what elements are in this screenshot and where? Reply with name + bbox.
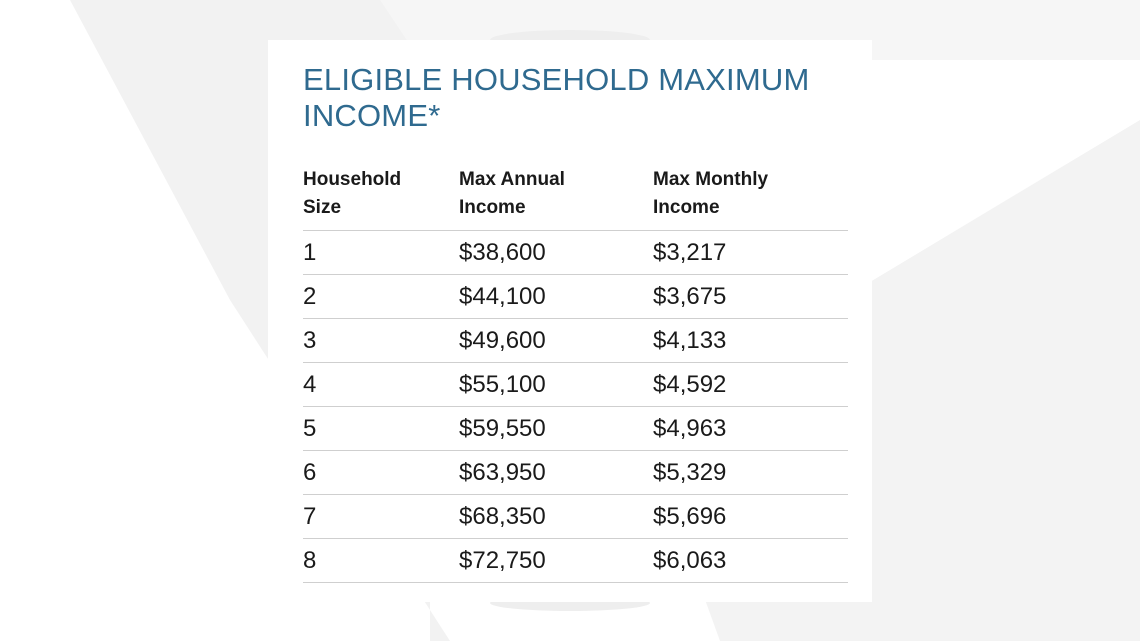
header-max-monthly-income <box>653 164 848 231</box>
table-row <box>303 231 848 275</box>
monthly-income-cell: $4,592 <box>653 363 848 407</box>
household-size-cell: 5 <box>303 407 459 451</box>
page-title: ELIGIBLE HOUSEHOLD MAXIMUM INCOME* <box>303 62 810 133</box>
annual-income-cell: $72,750 <box>459 539 653 583</box>
table-header-row <box>303 164 848 231</box>
header-line: Max Monthly <box>653 169 769 190</box>
monthly-income-cell: $3,675 <box>653 275 848 319</box>
monthly-income-cell: $3,217 <box>653 231 848 275</box>
header-line: Household <box>303 169 402 190</box>
monthly-income-cell: $4,133 <box>653 319 848 363</box>
household-size-cell: 7 <box>303 495 459 539</box>
annual-income-cell: $49,600 <box>459 319 653 363</box>
household-size-cell: 4 <box>303 363 459 407</box>
monthly-income-cell: $5,696 <box>653 495 848 539</box>
table-row <box>303 363 848 407</box>
household-size-cell: 1 <box>303 231 459 275</box>
table-row <box>303 539 848 583</box>
monthly-income-cell: $4,963 <box>653 407 848 451</box>
income-card <box>268 40 872 602</box>
annual-income-cell: $68,350 <box>459 495 653 539</box>
annual-income-cell: $63,950 <box>459 451 653 495</box>
table-row <box>303 319 848 363</box>
annual-income-cell: $38,600 <box>459 231 653 275</box>
table-row <box>303 451 848 495</box>
household-size-cell: 3 <box>303 319 459 363</box>
table-row <box>303 275 848 319</box>
header-line: Size <box>303 197 342 218</box>
monthly-income-cell: $5,329 <box>653 451 848 495</box>
table-row <box>303 407 848 451</box>
household-size-cell: 8 <box>303 539 459 583</box>
annual-income-cell: $55,100 <box>459 363 653 407</box>
annual-income-cell: $44,100 <box>459 275 653 319</box>
header-line: Income <box>653 197 720 218</box>
header-household-size <box>303 164 459 231</box>
table-row <box>303 495 848 539</box>
household-size-cell: 2 <box>303 275 459 319</box>
household-size-cell: 6 <box>303 451 459 495</box>
header-max-annual-income <box>459 164 653 231</box>
header-line: Max Annual <box>459 169 565 190</box>
annual-income-cell: $59,550 <box>459 407 653 451</box>
income-table <box>303 164 848 583</box>
monthly-income-cell: $6,063 <box>653 539 848 583</box>
header-line: Income <box>459 197 526 218</box>
